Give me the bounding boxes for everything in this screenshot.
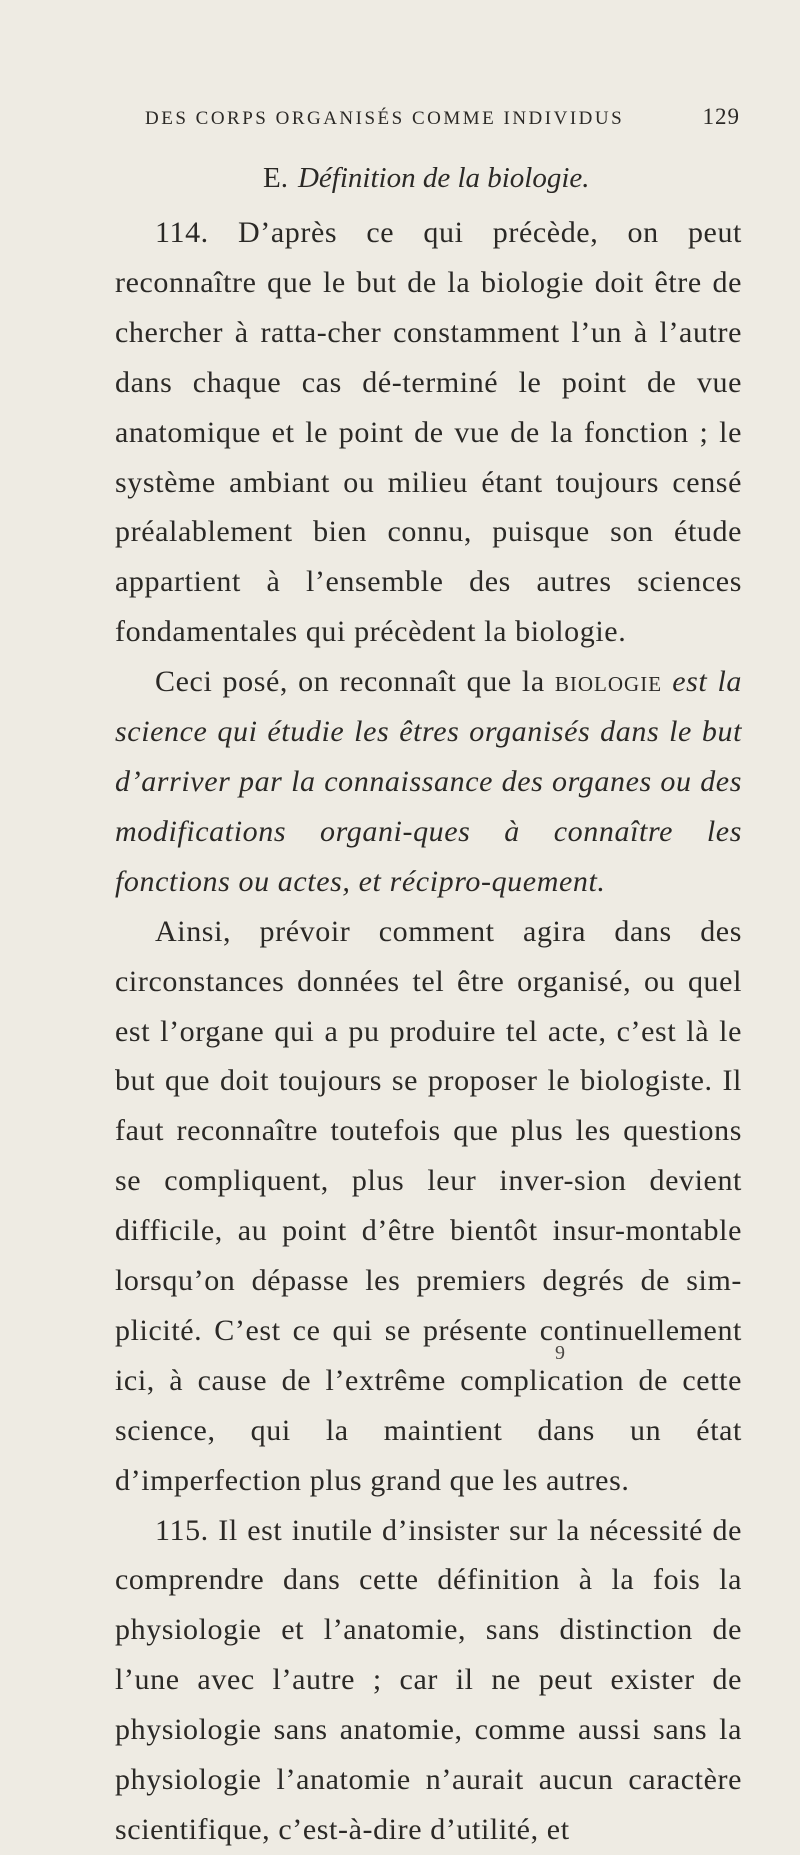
section-title: Définition de la biologie. bbox=[297, 162, 590, 194]
section-letter: E. bbox=[263, 162, 288, 194]
paragraph-ainsi: Ainsi, prévoir comment agira dans des circonstances données tel être organisé, ou quel est l’organe qui a pu produire tel acte, c’est là le but que doit toujours se proposer le biologiste. Il faut reconnaître toutefois que plus les questions se compliquent, plus leur inver-sion devient difficile, au point d’être bientôt insur-montable lorsqu’on dépasse les premiers degrés de sim-plicité. C’est ce qui se présente continuellement ici, à cause de l’extrême complication de cette science, qui la maintient dans un état d’imperfection plus grand que les autres. bbox=[115, 914, 742, 1497]
biology-definition: est la science qui étudie les êtres organisés dans le but d’arriver par la connaissance des organes ou des modifications organi-ques à connaître les fonctions ou actes, et récipro-quement. bbox=[115, 665, 742, 898]
running-title: DES CORPS ORGANISÉS COMME INDIVIDUS bbox=[145, 108, 625, 129]
page-number: 129 bbox=[702, 104, 740, 129]
biology-term: biologie bbox=[554, 665, 663, 699]
section-heading bbox=[263, 162, 590, 195]
paragraph-115: 115. Il est inutile d’insister sur la nécessité de comprendre dans cette définition à la fois la physiologie et l’anatomie, sans distinction de l’une avec l’autre ; car il ne peut exister de physiologie sans anatomie, comme aussi sans la physiologie l’anatomie n’aurait aucun caractère scientifique, c’est-à-dire d’utilité, et bbox=[115, 1513, 742, 1846]
paragraph-114: 114. D’après ce qui précède, on peut reconnaître que le but de la biologie doit être de chercher à ratta-cher constamment l’un à l’autre dans chaque cas dé-terminé le point de vue anatomique et le point de vue de la fonction ; le système ambiant ou milieu étant toujours censé préalablement bien connu, puisque son étude appartient à l’ensemble des autres sciences fondamentales qui précèdent la biologie. bbox=[115, 216, 742, 649]
definition-lead: Ceci posé, on reconnaît que la bbox=[155, 665, 555, 699]
paragraph-definition bbox=[115, 657, 742, 907]
running-head bbox=[145, 104, 740, 132]
printer-signature: 9 bbox=[555, 1342, 565, 1364]
body-text bbox=[115, 208, 742, 1855]
